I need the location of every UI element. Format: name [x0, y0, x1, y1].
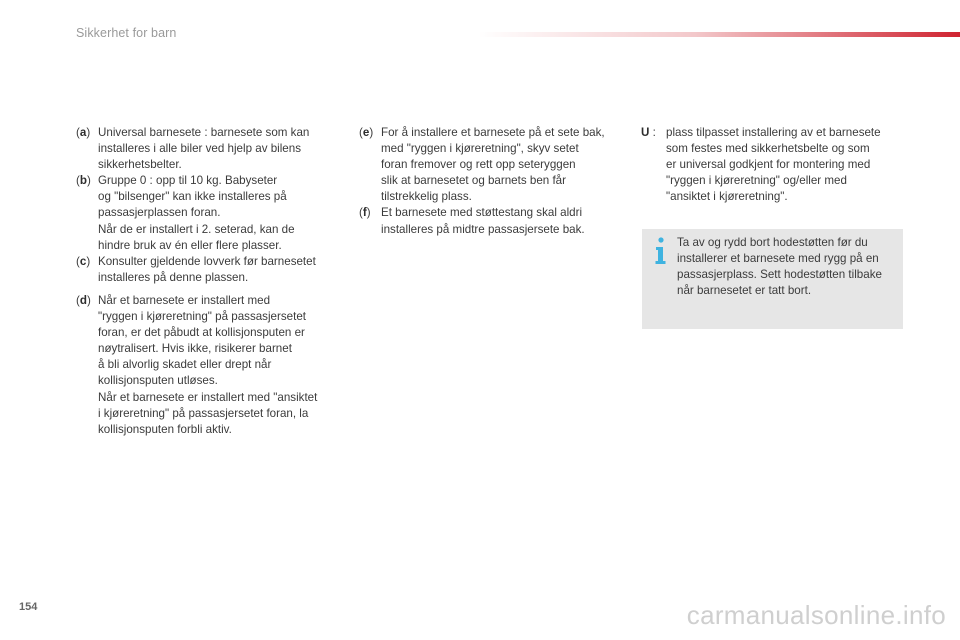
column-3	[641, 125, 903, 205]
info-icon	[653, 236, 667, 266]
item-key: (f)	[359, 206, 371, 220]
definition-item-u	[641, 125, 903, 205]
item-key: (a)	[76, 126, 91, 139]
item-text: For å installere et barnesete på et sete bak, med "ryggen i kjøreretning", skyv setet foran fremover og rett opp seteryggen slik at barnesetet og barnets ben får tilstrekkelig plass.	[381, 126, 605, 204]
column-1	[76, 125, 348, 438]
item-text: plass tilpasset installering av et barnesete som festes med sikkerhetsbelte og som er universal godkjent for montering med "ryggen i kjøreretning" og/eller med "ansiktet i kjøreretning".	[666, 126, 881, 204]
header-accent-bar	[478, 32, 960, 37]
section-title: Sikkerhet for barn	[76, 26, 177, 40]
info-text: Ta av og rydd bort hodestøtten før du installerer et barnesete med rygg på en passasjerplass. Sett hodestøtten tilbake når barnesetet er tatt bort.	[677, 236, 882, 298]
item-key: (b)	[76, 174, 91, 188]
item-text: Et barnesete med støttestang skal aldri installeres på midtre passasjersete bak.	[381, 206, 585, 236]
list-item-b	[76, 173, 348, 253]
item-key: (d)	[76, 293, 91, 307]
list-item-d	[76, 293, 348, 438]
item-text: Gruppe 0 : opp til 10 kg. Babyseter og "bilsenger" kan ikke installeres på passasjerplassen foran. Når de er installert i 2. seterad, kan de hindre bruk av én eller flere plasser.	[98, 174, 295, 252]
item-key: U :	[641, 126, 656, 139]
list-item-c	[76, 254, 348, 286]
info-box	[642, 229, 903, 329]
item-key: (e)	[359, 126, 374, 139]
page-number: 154	[19, 601, 38, 613]
item-text: Universal barnesete : barnesete som kan installeres i alle biler ved hjelp av bilens sikkerhetsbelter.	[98, 126, 310, 172]
item-key: (c)	[76, 254, 91, 268]
item-text: Konsulter gjeldende lovverk før barnesetet installeres på denne plassen.	[98, 254, 316, 284]
watermark: carmanualsonline.info	[686, 600, 946, 630]
list-item-e	[359, 125, 631, 205]
column-2	[359, 125, 631, 238]
list-item-f	[359, 205, 631, 237]
item-text: Når et barnesete er installert med "ryggen i kjøreretning" på passasjersetet foran, er det påbudt at kollisjonsputen er nøytralisert. Hvis ikke, risikerer barnet å bli alvorlig skadet eller drept når kollisjonsputen utløses. Når et barnesete er installert med "ansiktet i kjøreretning" på passasjersetet foran, la kollisjonsputen forbli aktiv.	[98, 293, 318, 436]
list-item-a	[76, 125, 348, 173]
